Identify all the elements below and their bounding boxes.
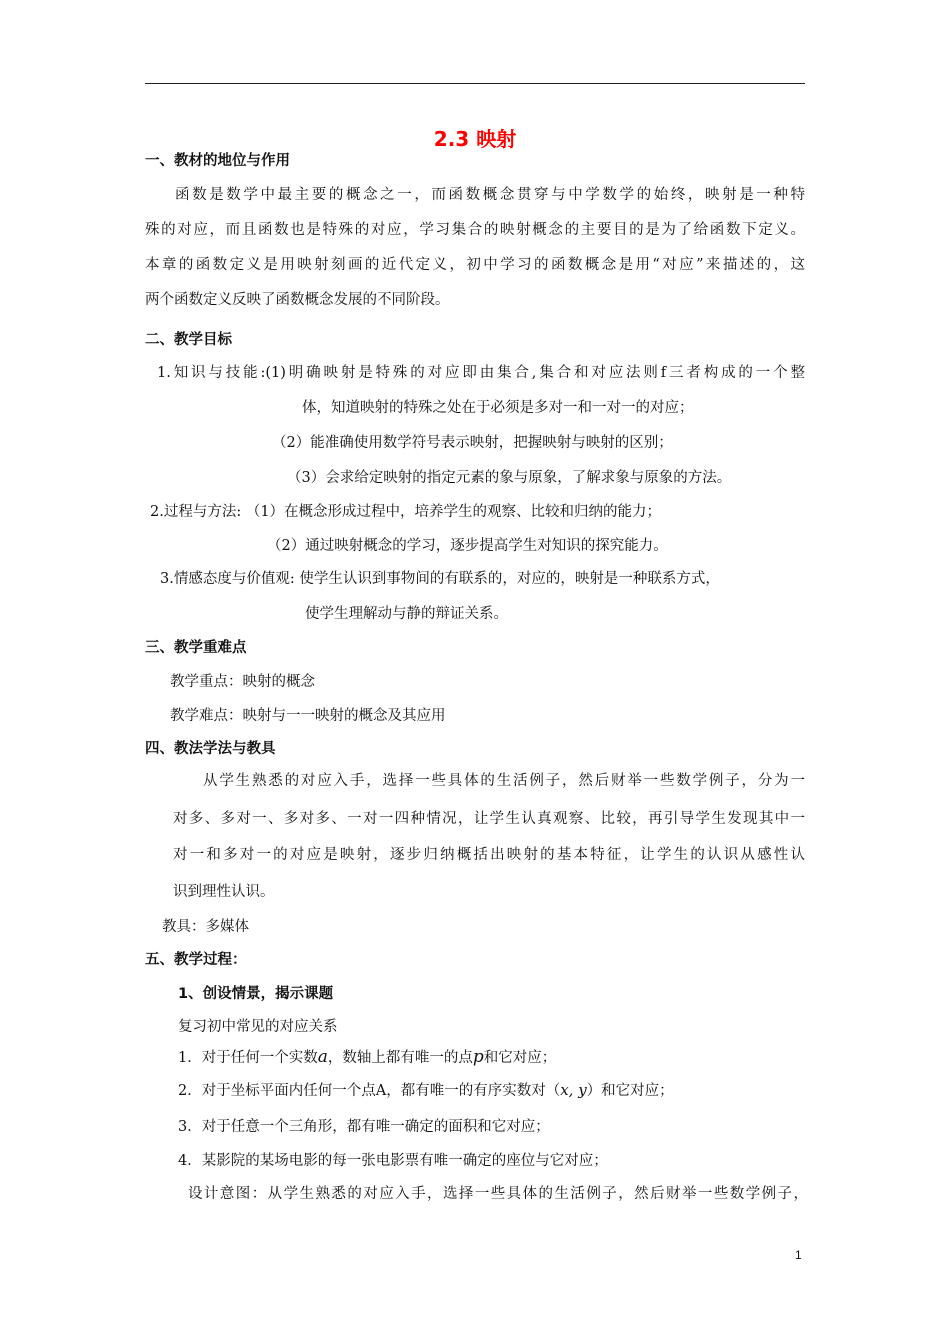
section-3-heading: 三、教学重难点 [145, 640, 247, 656]
teaching-difficulty: 教学难点：映射与一一映射的概念及其应用 [170, 708, 446, 724]
teaching-key-point: 教学重点：映射的概念 [170, 674, 315, 690]
teaching-tools: 教具：多媒体 [162, 919, 249, 935]
objective-process-line-1: 2.过程与方法: （1）在概念形成过程中，培养学生的观察、比较和归纳的能力； [150, 504, 662, 520]
objective-process-line-2: （2）通过映射概念的学习，逐步提高学生对知识的探究能力。 [267, 538, 668, 554]
page-number: 1 [795, 1248, 802, 1262]
objective-emotion-line-2: 使学生理解动与静的辩证关系。 [305, 606, 508, 622]
header-rule [145, 83, 805, 84]
section-5-heading: 五、教学过程： [145, 952, 247, 968]
variable-p: p [472, 1047, 484, 1067]
example-item-2-text-b: ）和它对应； [586, 1083, 674, 1099]
objective-knowledge-line-2: 体，知道映射的特殊之处在于必须是多对一和一对一的对应； [302, 400, 694, 416]
example-item-2 [178, 1081, 674, 1100]
section-2-heading: 二、教学目标 [145, 332, 232, 348]
example-item-4: 4．某影院的某场电影的每一张电影票有唯一确定的座位与它对应； [178, 1153, 608, 1169]
example-item-2-text-a: 2．对于坐标平面内任何一个点A，都有唯一的有序实数对（ [178, 1083, 561, 1099]
objective-knowledge-line-4: （3）会求给定映射的指定元素的象与原象，了解求象与原象的方法。 [287, 470, 732, 486]
section-1-heading: 一、教材的地位与作用 [145, 153, 290, 169]
s4-paragraph-line-3: 对一和多对一的对应是映射，逐步归纳概括出映射的基本特征，让学生的认识从感性认 [173, 847, 805, 863]
page-title: 2.3 映射 [433, 127, 517, 151]
s1-paragraph-line-2: 殊的对应，而且函数也是特殊的对应，学习集合的映射概念的主要目的是为了给函数下定义。 [145, 222, 805, 238]
objective-knowledge-line-1: 1.知识与技能:(1)明确映射是特殊的对应即由集合,集合和对应法则f三者构成的一个整 [157, 365, 805, 381]
example-item-3: 3．对于任意一个三角形，都有唯一确定的面积和它对应； [178, 1119, 550, 1135]
s1-paragraph-line-4: 两个函数定义反映了函数概念发展的不同阶段。 [145, 292, 450, 308]
s1-paragraph-line-3: 本章的函数定义是用映射刻画的近代定义，初中学习的函数概念是用“对应”来描述的，这 [145, 257, 805, 273]
review-intro: 复习初中常见的对应关系 [178, 1019, 338, 1035]
ordered-pair-xy: x, y [560, 1081, 587, 1099]
s4-paragraph-line-2: 对多、多对一、多对多、一对一四种情况，让学生认真观察、比较，再引导学生发现其中一 [173, 811, 805, 827]
objective-emotion-line-1: 3.情感态度与价值观: 使学生认识到事物间的有联系的，对应的，映射是一种联系方式， [160, 571, 720, 587]
section-4-heading: 四、教法学法与教具 [145, 741, 276, 757]
s4-paragraph-line-1: 从学生熟悉的对应入手，选择一些具体的生活例子，然后财举一些数学例子，分为一 [203, 773, 805, 789]
subsection-1-heading: 1、创设情景，揭示课题 [178, 986, 334, 1002]
example-item-1-text-a: 1．对于任何一个实数 [178, 1050, 318, 1066]
s4-paragraph-line-4: 识到理性认识。 [173, 884, 275, 900]
variable-a: a [317, 1047, 328, 1067]
example-item-1-text-c: 和它对应； [483, 1050, 557, 1066]
s1-paragraph-line-1: 函数是数学中最主要的概念之一，而函数概念贯穿与中学数学的始终，映射是一种特 [175, 187, 805, 203]
example-item-1 [178, 1048, 556, 1067]
objective-knowledge-line-3: （2）能准确使用数学符号表示映射，把握映射与映射的区别； [272, 435, 673, 451]
example-item-1-text-b: ，数轴上都有唯一的点 [327, 1050, 473, 1066]
design-intent: 设计意图：从学生熟悉的对应入手，选择一些具体的生活例子，然后财举一些数学例子， [188, 1186, 808, 1202]
